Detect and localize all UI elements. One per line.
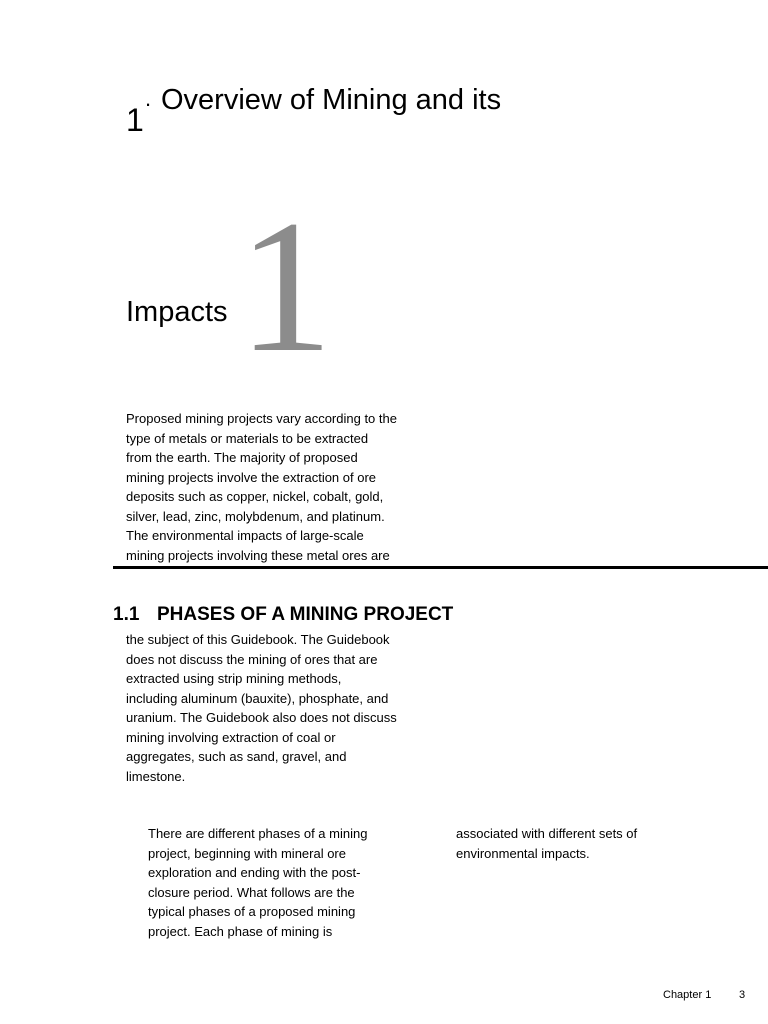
intro-paragraph: Proposed mining projects vary according to the type of metals or materials to be extracted from the earth. The majority of proposed mining projects involve the extraction of ore deposits such as copper, nickel, cobalt, gold, silver, lead, zinc, molybdenum, and platinum. The environmental impacts of large-scale mining projects involving these metal ores are [126,411,397,563]
continued-paragraph: the subject of this Guidebook. The Guidebook does not discuss the mining of ores that are extracted using strip mining methods, including aluminum (bauxite), phosphate, and uranium. The Guidebook also does not discuss mining involving extraction of coal or aggregates, such as sand, gravel, and limestone. [126,632,397,784]
chapter-title-line-1: Overview of Mining and its [161,84,502,116]
chapter-title-dot: . [145,86,152,111]
section-heading [113,603,453,627]
chapter-title-number: 1 [126,102,144,138]
phases-paragraph-right: associated with different sets of environmental impacts. [456,826,638,861]
footer-page-number: 3 [739,989,746,1001]
section-divider [113,566,768,569]
footer-chapter-label: Chapter 1 [663,989,712,1001]
section-title: PHASES OF A MINING PROJECT [157,604,454,625]
chapter-title-line-2: Impacts [126,296,228,328]
phases-paragraph-left: There are different phases of a mining project, beginning with mineral ore exploration and ending with the post- closure period. What follows are the typical phases of a proposed mining project. Each phase of mining is [148,826,368,939]
section-number: 1.1 [113,604,140,625]
chapter-numeral-graphic: 1 [238,182,333,392]
